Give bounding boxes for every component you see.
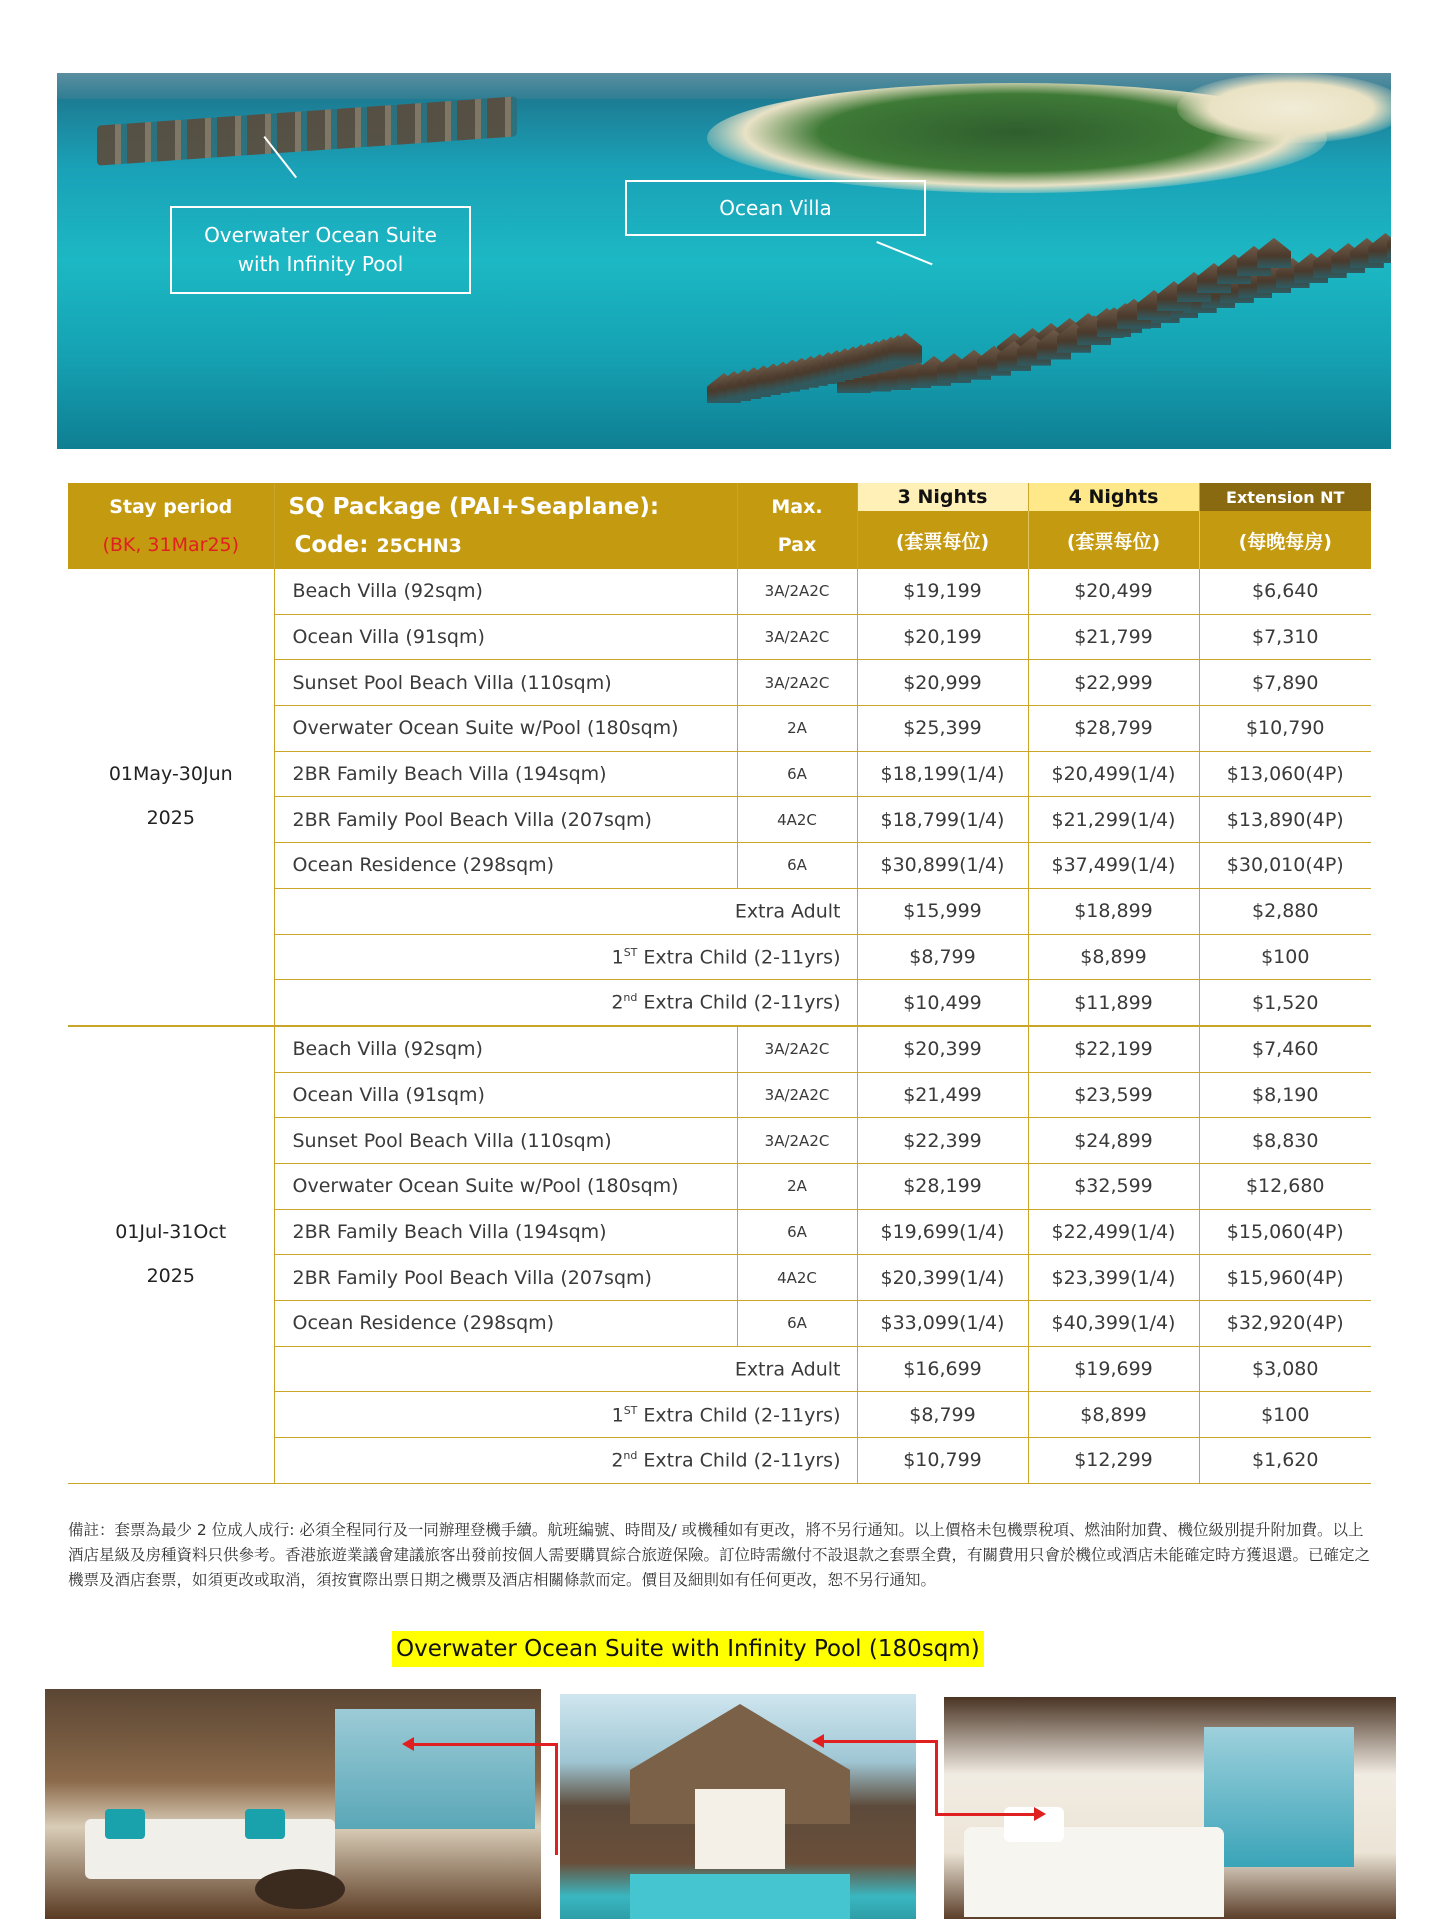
price-3-nights: $18,799(1/4)	[857, 797, 1028, 843]
price-extension: $12,680	[1199, 1163, 1371, 1209]
header-code-label: Code:	[294, 531, 377, 558]
overwater-villa	[1387, 228, 1391, 258]
price-4-nights: $22,199	[1028, 1026, 1199, 1072]
header-4-nights: 4 Nights	[1028, 483, 1199, 511]
window-sea-view	[335, 1709, 535, 1829]
header-code	[289, 526, 737, 565]
price-extension: $6,640	[1199, 569, 1371, 614]
price-3-nights: $20,999	[857, 660, 1028, 706]
price-3-nights: $15,999	[857, 888, 1028, 934]
price-3-nights: $19,199	[857, 569, 1028, 614]
callout-suite	[170, 206, 471, 294]
extra-label	[274, 980, 857, 1026]
callout-suite-line1: Overwater Ocean Suite	[204, 223, 437, 247]
price-4-nights: $8,899	[1028, 1392, 1199, 1438]
extra-label-post: Extra Child (2-11yrs)	[637, 946, 841, 968]
price-4-nights: $32,599	[1028, 1163, 1199, 1209]
price-extension: $7,890	[1199, 660, 1371, 706]
price-4-nights: $40,399(1/4)	[1028, 1301, 1199, 1347]
price-extension: $15,960(4P)	[1199, 1255, 1371, 1301]
header-package	[274, 483, 737, 569]
price-table	[68, 483, 1371, 1484]
header-package-title: SQ Package (PAI+Seaplane):	[288, 493, 660, 520]
extra-label-sup: nd	[623, 1449, 638, 1463]
price-4-nights: $22,499(1/4)	[1028, 1209, 1199, 1255]
price-4-nights: $21,299(1/4)	[1028, 797, 1199, 843]
header-4-nights-sub: (套票每位)	[1028, 511, 1199, 569]
hero-aerial-photo	[57, 73, 1391, 449]
price-extension: $3,080	[1199, 1346, 1371, 1392]
table-row	[68, 569, 1371, 614]
header-stay-period-label: Stay period	[109, 496, 233, 518]
extra-label	[274, 934, 857, 980]
header-3-nights: 3 Nights	[857, 483, 1028, 511]
arrow-to-bedroom	[820, 1740, 937, 1743]
price-table-body	[68, 569, 1371, 1483]
price-4-nights: $20,499	[1028, 569, 1199, 614]
room-name: 2BR Family Pool Beach Villa (207sqm)	[274, 1255, 737, 1301]
room-name: 2BR Family Beach Villa (194sqm)	[274, 751, 737, 797]
extra-label-post: Extra Child (2-11yrs)	[637, 991, 841, 1014]
price-4-nights: $24,899	[1028, 1118, 1199, 1164]
max-pax: 2A	[737, 1163, 857, 1209]
extra-label-post: Extra Child (2-11yrs)	[637, 1449, 841, 1472]
arrow-to-living-room	[408, 1743, 556, 1746]
table-row	[68, 1026, 1371, 1072]
extra-label-sup: ST	[623, 1403, 638, 1417]
price-extension: $7,310	[1199, 614, 1371, 660]
coffee-table	[255, 1869, 345, 1909]
window-ocean-view	[1204, 1727, 1354, 1867]
arrow-head-left-icon	[402, 1737, 414, 1751]
period-year: 2025	[146, 1264, 195, 1287]
period-date: 01May-30Jun	[108, 763, 233, 786]
max-pax: 6A	[737, 751, 857, 797]
price-extension: $100	[1199, 1392, 1371, 1438]
price-extension: $10,790	[1199, 706, 1371, 752]
extra-label-sup: nd	[623, 991, 638, 1005]
price-3-nights: $33,099(1/4)	[857, 1301, 1028, 1347]
callout-villa	[625, 180, 926, 236]
overwater-villa	[888, 333, 922, 363]
extra-label	[274, 1346, 857, 1392]
photo-bedroom	[944, 1697, 1396, 1919]
room-name: Ocean Villa (91sqm)	[274, 1072, 737, 1118]
extra-label	[274, 888, 857, 934]
price-3-nights: $22,399	[857, 1118, 1028, 1164]
price-4-nights: $11,899	[1028, 980, 1199, 1026]
price-4-nights: $28,799	[1028, 706, 1199, 752]
bed	[964, 1827, 1224, 1917]
max-pax: 4A2C	[737, 1255, 857, 1301]
price-3-nights: $16,699	[857, 1346, 1028, 1392]
max-pax: 3A/2A2C	[737, 1026, 857, 1072]
gallery-title: Overwater Ocean Suite with Infinity Pool (180sqm)	[392, 1631, 984, 1667]
price-extension: $30,010(4P)	[1199, 843, 1371, 889]
extra-label-pre: 1	[611, 946, 624, 968]
price-4-nights: $20,499(1/4)	[1028, 751, 1199, 797]
header-max-pax	[737, 483, 857, 569]
price-3-nights: $20,399	[857, 1026, 1028, 1072]
extra-label-pre: 2	[611, 1449, 624, 1472]
max-pax: 6A	[737, 1209, 857, 1255]
price-extension: $1,620	[1199, 1438, 1371, 1484]
price-extension: $13,060(4P)	[1199, 751, 1371, 797]
room-name: Ocean Residence (298sqm)	[274, 843, 737, 889]
price-3-nights: $20,399(1/4)	[857, 1255, 1028, 1301]
price-4-nights: $8,899	[1028, 934, 1199, 980]
arrow-to-living-room	[555, 1743, 558, 1855]
hero-sandbank	[1177, 73, 1391, 143]
max-pax: 2A	[737, 706, 857, 752]
room-name: Beach Villa (92sqm)	[274, 1026, 737, 1072]
overwater-villa	[1257, 238, 1291, 268]
header-booking-note: (BK, 31Mar25)	[102, 534, 240, 556]
extra-label-post: Extra Child (2-11yrs)	[637, 1403, 841, 1426]
max-pax: 3A/2A2C	[737, 569, 857, 614]
price-4-nights: $22,999	[1028, 660, 1199, 706]
arrow-to-bedroom	[935, 1740, 938, 1815]
extra-label-pre: Extra Adult	[734, 1358, 841, 1381]
extra-label-pre: Extra Adult	[734, 900, 841, 923]
price-4-nights: $18,899	[1028, 888, 1199, 934]
room-name: Ocean Residence (298sqm)	[274, 1301, 737, 1347]
arrow-to-bedroom	[935, 1813, 1035, 1816]
hero-jetty-villas	[697, 213, 1391, 423]
header-extension-sub: (每晚每房)	[1199, 511, 1371, 569]
header-extension: Extension NT	[1199, 483, 1371, 511]
cushion	[105, 1809, 145, 1839]
suite-facade	[695, 1789, 785, 1869]
header-max-pax-l2: Pax	[777, 534, 817, 556]
header-code-value: 25CHN3	[376, 534, 462, 557]
price-4-nights: $12,299	[1028, 1438, 1199, 1484]
infinity-pool	[630, 1874, 850, 1919]
callout-suite-line2: with Infinity Pool	[237, 252, 404, 276]
price-4-nights: $21,799	[1028, 614, 1199, 660]
price-3-nights: $30,899(1/4)	[857, 843, 1028, 889]
period-cell	[68, 1026, 274, 1483]
max-pax: 3A/2A2C	[737, 660, 857, 706]
price-extension: $8,190	[1199, 1072, 1371, 1118]
max-pax: 6A	[737, 1301, 857, 1347]
price-3-nights: $8,799	[857, 934, 1028, 980]
price-4-nights: $37,499(1/4)	[1028, 843, 1199, 889]
period-date: 01Jul-31Oct	[115, 1221, 227, 1244]
price-3-nights: $10,499	[857, 980, 1028, 1026]
price-4-nights: $23,399(1/4)	[1028, 1255, 1199, 1301]
room-name: Beach Villa (92sqm)	[274, 569, 737, 614]
room-name: Overwater Ocean Suite w/Pool (180sqm)	[274, 706, 737, 752]
price-3-nights: $28,199	[857, 1163, 1028, 1209]
price-4-nights: $23,599	[1028, 1072, 1199, 1118]
max-pax: 6A	[737, 843, 857, 889]
price-3-nights: $21,499	[857, 1072, 1028, 1118]
header-stay-period	[68, 483, 274, 569]
extra-label	[274, 1438, 857, 1484]
max-pax: 3A/2A2C	[737, 614, 857, 660]
max-pax: 3A/2A2C	[737, 1072, 857, 1118]
hero-villa-row	[97, 96, 517, 165]
arrow-head-left-icon	[812, 1734, 824, 1748]
cushion	[245, 1809, 285, 1839]
extra-label-pre: 2	[611, 991, 624, 1014]
price-3-nights: $19,699(1/4)	[857, 1209, 1028, 1255]
price-extension: $32,920(4P)	[1199, 1301, 1371, 1347]
extra-label-sup: ST	[623, 945, 638, 959]
callout-villa-label: Ocean Villa	[719, 195, 832, 220]
price-extension: $13,890(4P)	[1199, 797, 1371, 843]
max-pax: 4A2C	[737, 797, 857, 843]
price-extension: $1,520	[1199, 980, 1371, 1026]
price-3-nights: $18,199(1/4)	[857, 751, 1028, 797]
price-3-nights: $10,799	[857, 1438, 1028, 1484]
room-name: Overwater Ocean Suite w/Pool (180sqm)	[274, 1163, 737, 1209]
price-extension: $8,830	[1199, 1118, 1371, 1164]
period-year: 2025	[146, 806, 195, 829]
extra-label-pre: 1	[611, 1403, 624, 1426]
header-max-pax-l1: Max.	[771, 496, 823, 518]
period-cell	[68, 569, 274, 1026]
price-extension: $2,880	[1199, 888, 1371, 934]
price-extension: $15,060(4P)	[1199, 1209, 1371, 1255]
room-name: Ocean Villa (91sqm)	[274, 614, 737, 660]
max-pax: 3A/2A2C	[737, 1118, 857, 1164]
room-name: 2BR Family Beach Villa (194sqm)	[274, 1209, 737, 1255]
photo-living-room	[45, 1689, 541, 1919]
price-3-nights: $8,799	[857, 1392, 1028, 1438]
room-name: Sunset Pool Beach Villa (110sqm)	[274, 660, 737, 706]
price-extension: $7,460	[1199, 1026, 1371, 1072]
room-name: 2BR Family Pool Beach Villa (207sqm)	[274, 797, 737, 843]
price-extension: $100	[1199, 934, 1371, 980]
price-4-nights: $19,699	[1028, 1346, 1199, 1392]
price-3-nights: $25,399	[857, 706, 1028, 752]
room-name: Sunset Pool Beach Villa (110sqm)	[274, 1118, 737, 1164]
arrow-head-right-icon	[1034, 1807, 1046, 1821]
price-3-nights: $20,199	[857, 614, 1028, 660]
remarks: 備註：套票為最少 2 位成人成行: 必須全程同行及一同辦理登機手續。航班編號、時間及/ 或機種如有更改，將不另行通知。以上價格未包機票稅項、燃油附加費、機位級別提升附加費。以上酒店星級及房種資料只供參考。香港旅遊業議會建議旅客出發前按個人需要購買綜合旅遊保險。訂位時需繳付不設退款之套票全費，有關費用只會於機位或酒店未能確定時方獲退還。已確定之機票及酒店套票，如須更改或取消，須按實際出票日期之機票及酒店相關條款而定。價目及細則如有任何更改，恕不另行通知。	[68, 1521, 1371, 1589]
header-3-nights-sub: (套票每位)	[857, 511, 1028, 569]
photo-suite-exterior	[560, 1694, 916, 1919]
extra-label	[274, 1392, 857, 1438]
